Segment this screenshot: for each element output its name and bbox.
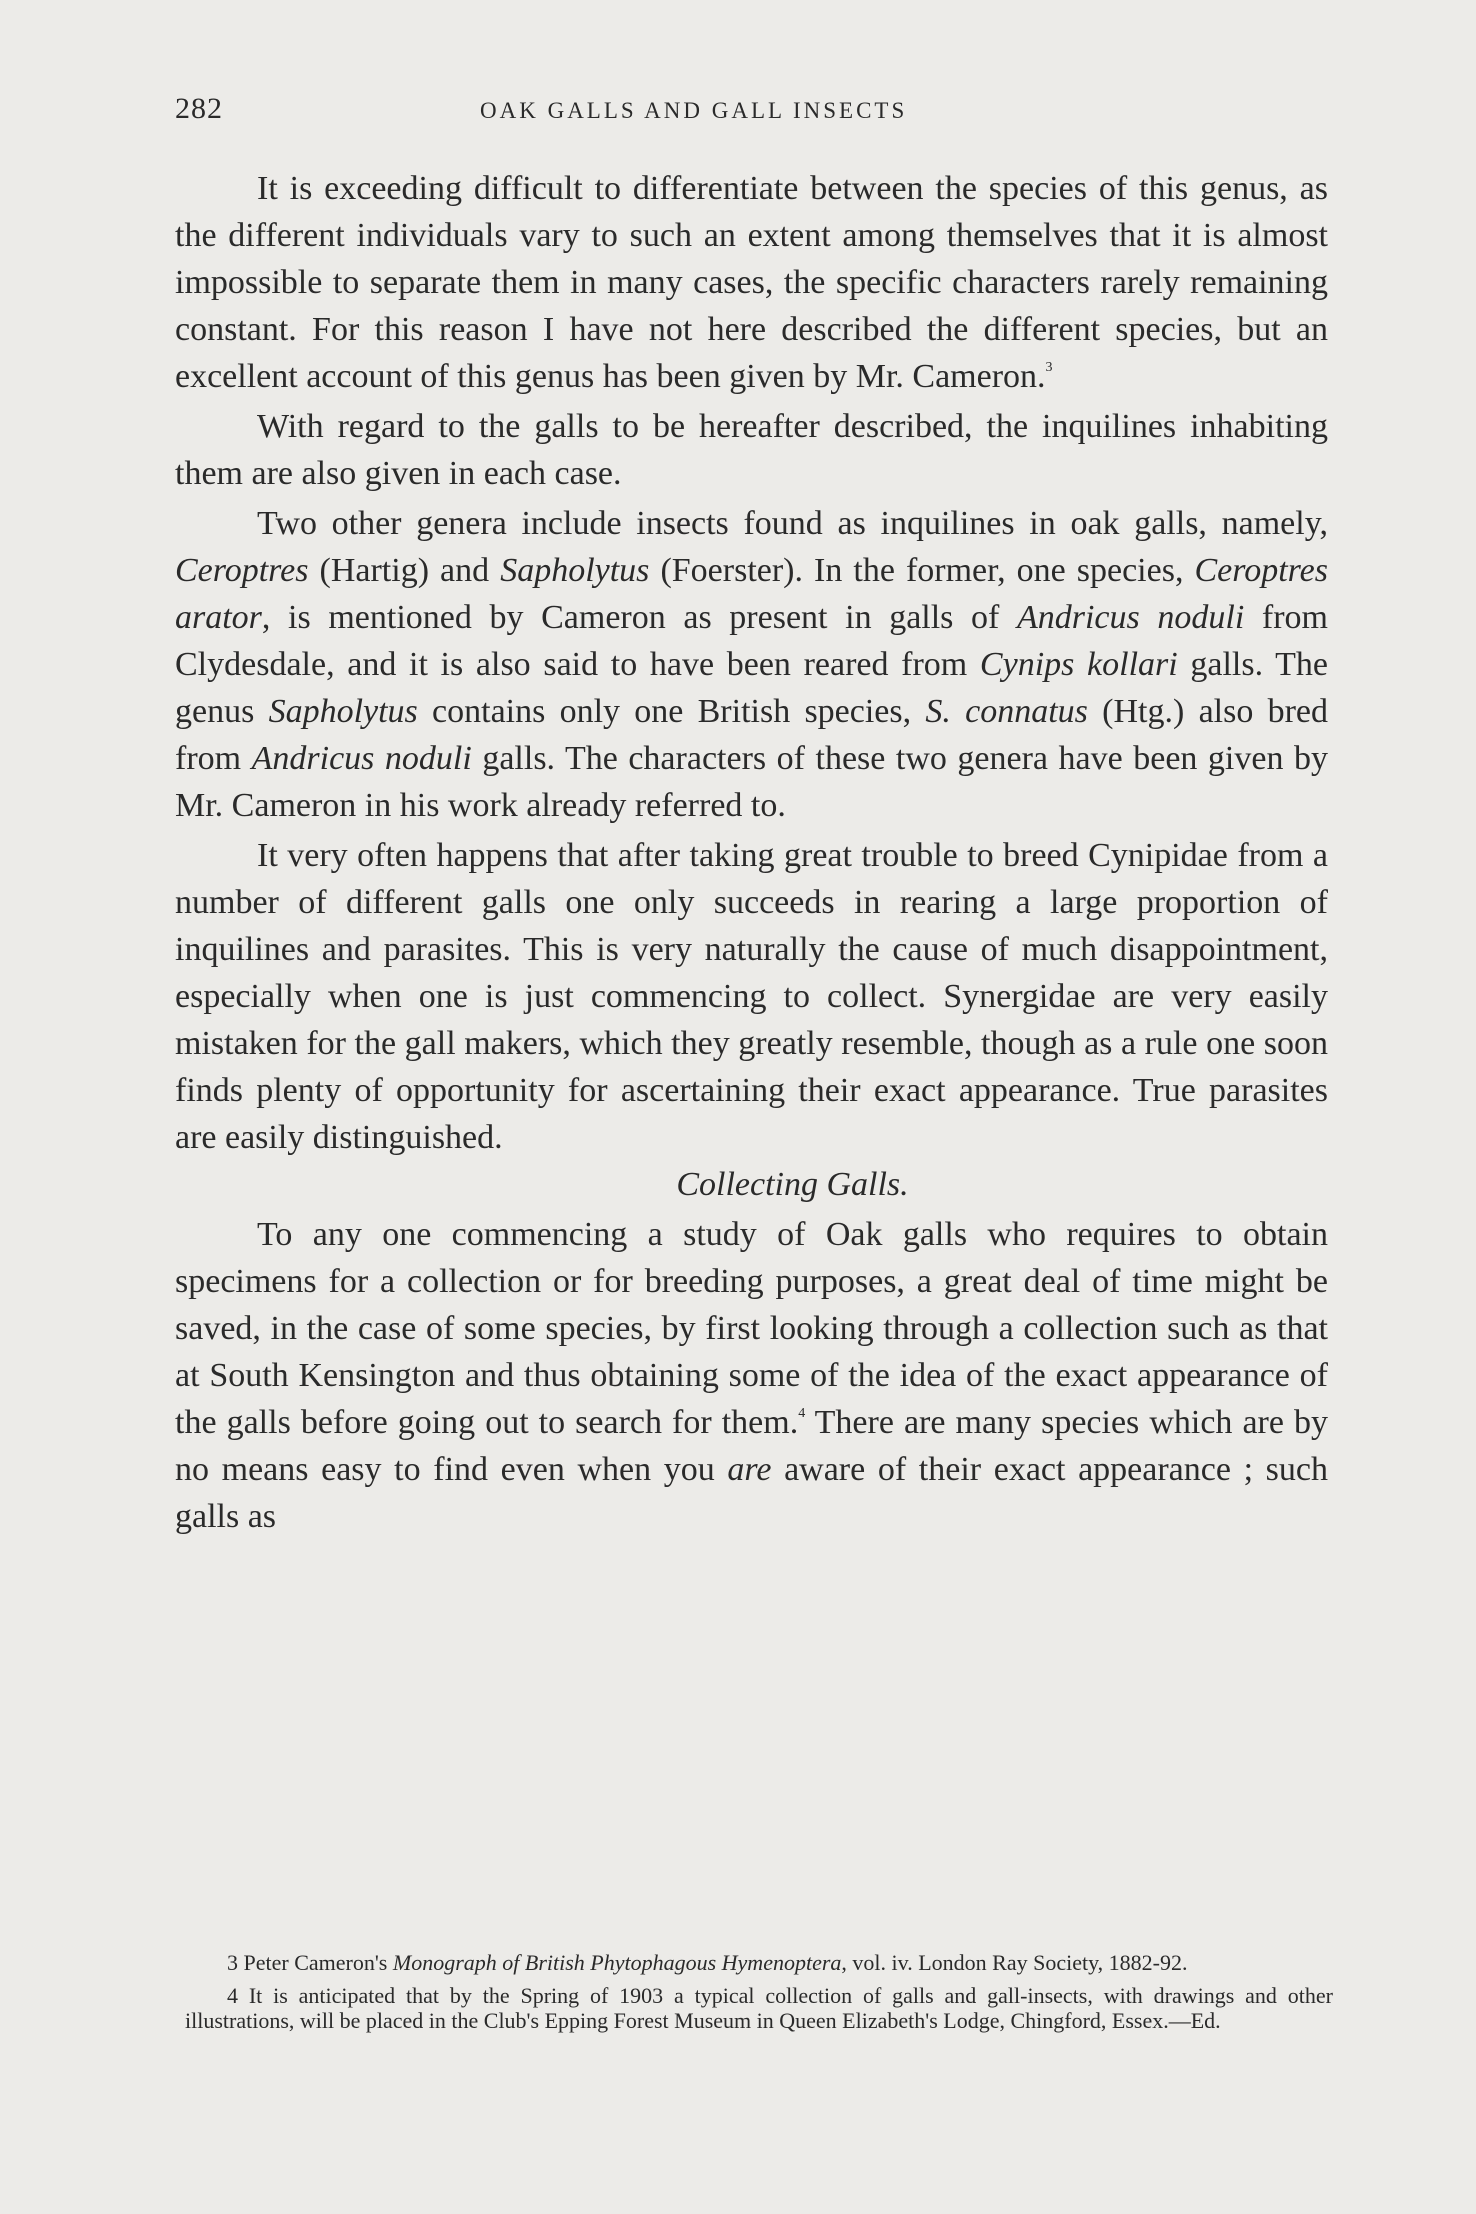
text-run: galls. The characters of these two genera have been given by Mr. Cameron in his work already referred to. [175,740,1328,824]
footnote-3 [185,1950,1333,1975]
text-run: from Clydesdale, and it is also said to have been reared from [175,599,1328,683]
footnote-number: 3 [227,1950,238,1975]
paragraph-other-genera [175,500,1328,829]
taxon-name: Sapholytus [500,552,650,589]
paragraph-text: It is exceeding difficult to differentiate between the species of this genus, as the different individuals vary to such an extent among themselves that it is almost impossible to separate them in many cases, the specific characters rarely remaining constant. For this reason I have not here described the different species, but an excellent account of this genus has been given by Mr. Cameron. [175,170,1328,395]
footnote-text: It is anticipated that by the Spring of 1903 a typical collection of galls and gall-insects, with drawings and other illustrations, will be placed in the Club's Epping Forest Museum in Queen Elizabeth's Lodge, Chingford, Essex.—Ed. [185,1983,1333,2033]
text-run: To any one commencing a study of Oak galls who requires to obtain specimens for a collection or for breeding purposes, a great deal of time might be saved, in the case of some species, by first looking through a collection such as that at South Kensington and thus obtaining some of the idea of the exact appearance of the galls before going out to search for them. [175,1216,1328,1441]
footnote-number: 4 [227,1983,238,2008]
text-run: contains only one British species, [417,693,926,730]
text-run: galls. The genus [175,646,1328,730]
text-run: (Htg.) also bred from [175,693,1328,777]
paragraph-inquilines: With regard to the galls to be hereafter described, the inquilines inhabiting them are also given in each case. [175,408,1328,492]
page-number: 282 [175,92,223,125]
section-heading: Collecting Galls. [676,1166,909,1203]
book-title: Monograph of British Phytophagous Hymenoptera [392,1950,842,1975]
paragraph-breeding-cynipidae: It very often happens that after taking great trouble to breed Cynipidae from a number of different galls one only succeeds in rearing a large proportion of inquilines and parasites. This is very naturally the cause of much disappointment, especially when one is just commencing to collect. Synergidae are very easily mistaken for the gall makers, which they greatly resemble, though as a rule one soon finds plenty of opportunity for ascertaining their exact appearance. True parasites are easily distinguished. [175,837,1328,1156]
taxon-name: Sapholytus [268,693,418,730]
paragraph-genus-difficulty [175,165,1328,400]
text-run: Two other genera include insects found as inquilines in oak galls, namely, [257,505,1328,542]
taxon-name: Andricus noduli [1016,599,1245,636]
paragraph-collecting [175,1211,1328,1540]
footnote-text: , vol. iv. London Ray Society, 1882-92. [841,1950,1188,1975]
text-run: There are many species which are by no means easy to find even when you [175,1404,1328,1488]
body-text [175,165,1328,1543]
running-title: OAK GALLS AND GALL INSECTS [480,98,908,123]
footnote-ref-3: 3 [1045,360,1053,375]
running-head [175,92,1325,132]
footnote-text: Peter Cameron's [238,1950,393,1975]
footnote-ref-4: 4 [798,1406,806,1421]
text-run: aware of their exact appearance ; such galls as [175,1451,1328,1535]
footnote-4 [185,1983,1333,2033]
taxon-name: Ceroptres [175,552,309,589]
text-run: (Foerster). In the former, one species, [649,552,1195,589]
text-run: (Hartig) and [308,552,501,589]
taxon-name: Andricus noduli [251,740,472,777]
footnotes [185,1950,1333,2041]
text-run: , is mentioned by Cameron as present in galls of [261,599,1017,636]
taxon-name: S. connatus [925,693,1088,730]
taxon-name: Cynips kollari [979,646,1178,683]
taxon-name: Ceroptres arator [175,552,1328,636]
emphasis: are [727,1451,772,1488]
